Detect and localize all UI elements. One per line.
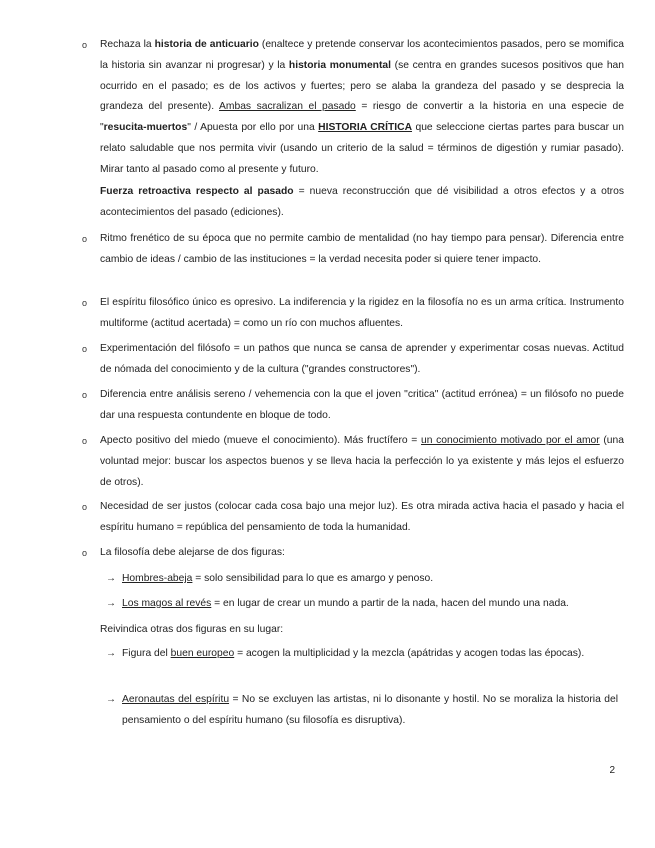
bullet-icon: [82, 339, 87, 360]
paragraph-reivindica-wrap: [100, 620, 624, 641]
bullet-icon: [82, 543, 87, 564]
list-item: [84, 543, 624, 564]
list-item: [84, 497, 624, 539]
paragraph-hombres-abeja: Hombres-abeja = solo sensibilidad para lo que es amargo y penoso.: [122, 573, 434, 584]
arrow-right-icon: →: [106, 598, 116, 609]
sub-list-item: [106, 594, 618, 615]
paragraph-justos: Necesidad de ser justos (colocar cada cosa bajo una mejor luz). Es otra mirada activa hacia el pasado y hacia el espíritu humano = república del pensamiento de toda la humanidad.: [100, 501, 624, 533]
paragraph-magos: Los magos al revés = en lugar de crear un mundo a partir de la nada, hacen del mundo una nada.: [122, 598, 569, 609]
page-number: 2: [609, 765, 615, 776]
paragraph-buen-europeo: Figura del buen europeo = acogen la multiplicidad y la mezcla (apátridas y acogen todas las épocas).: [122, 648, 585, 659]
paragraph-aeronautas: Aeronautas del espíritu = No se excluyen las artistas, ni lo disonante y hostil. No se moraliza la historia del pensamiento o del espíritu humano (su filosofía es disruptiva).: [122, 694, 618, 726]
list-item-continuation: [84, 182, 624, 224]
bullet-icon: [82, 229, 87, 250]
sub-list-item: [106, 690, 618, 732]
paragraph-ritmo: Ritmo frenético de su época que no permite cambio de mentalidad (no hay tiempo para pensar). Diferencia entre cambio de ideas / cambio de las instituciones = la verdad necesita poder si quiere tener impacto.: [100, 233, 624, 265]
paragraph-figuras: La filosofía debe alejarse de dos figuras:: [100, 547, 285, 558]
arrow-right-icon: →: [106, 573, 116, 584]
sub-list-item: [106, 644, 618, 665]
paragraph-fuerza: Fuerza retroactiva respecto al pasado = nueva reconstrucción que dé visibilidad a otros efectos y a otros acontecimientos del pasado (ediciones).: [100, 186, 624, 218]
arrow-right-icon: →: [106, 648, 116, 659]
bullet-icon: [82, 431, 87, 452]
list-item: [84, 293, 624, 335]
paragraph-experimentacion: Experimentación del filósofo = un pathos que nunca se cansa de aprender y experimentar cosas nuevas. Actitud de nómada del conocimiento y de la cultura ("grandes constructores").: [100, 343, 624, 375]
paragraph-reivindica: Reivindica otras dos figuras en su lugar:: [100, 624, 284, 635]
paragraph-miedo: Apecto positivo del miedo (mueve el conocimiento). Más fructífero = un conocimiento motivado por el amor (una voluntad mejor: buscar los aspectos buenos y se lleva hacia la perfección lo ya existente y más lejos el esfuerzo de otros).: [100, 435, 624, 488]
list-item: [84, 431, 624, 493]
list-item: [84, 35, 624, 181]
list-item: [84, 385, 624, 427]
sub-list-item: [106, 569, 618, 590]
bullet-icon: [82, 293, 87, 314]
bullet-icon: [82, 497, 87, 518]
paragraph-espiritu: El espíritu filosófico único es opresivo. La indiferencia y la rigidez en la filosofía no es un arma crítica. Instrumento multiforme (actitud acertada) = como un río con muchos afluentes.: [100, 297, 624, 329]
paragraph-diferencia: Diferencia entre análisis sereno / vehemencia con la que el joven "critica" (actitud errónea) = un filósofo no puede dar una respuesta contundente en bloque de todo.: [100, 389, 624, 421]
bullet-icon: [82, 385, 87, 406]
paragraph-anticuario: Rechaza la historia de anticuario (enaltece y pretende conservar los acontecimientos pasados, pero se momifica la historia sin avanzar ni progresar) y la historia monumental (se centra en grandes sucesos positivos que han ocurrido en el pasado; es de los activos y fuertes; pero se alaba la grandeza del pasado y se desprecia la grandeza del presente). Ambas sacralizan el pasado = riesgo de convertir a la historia en una especie de "resucita-muertos" / Apuesta por ello por una HISTORIA CRÍTICA que seleccione ciertas partes para buscar un relato saludable que nos permita vivir (usando un criterio de la salud = términos de digestión y rumiar pasado). Mirar tanto al pasado como al presente y futuro.: [100, 39, 625, 175]
list-item: [84, 229, 624, 271]
list-item: [84, 339, 624, 381]
bullet-icon: [82, 35, 87, 56]
arrow-right-icon: →: [106, 694, 116, 705]
